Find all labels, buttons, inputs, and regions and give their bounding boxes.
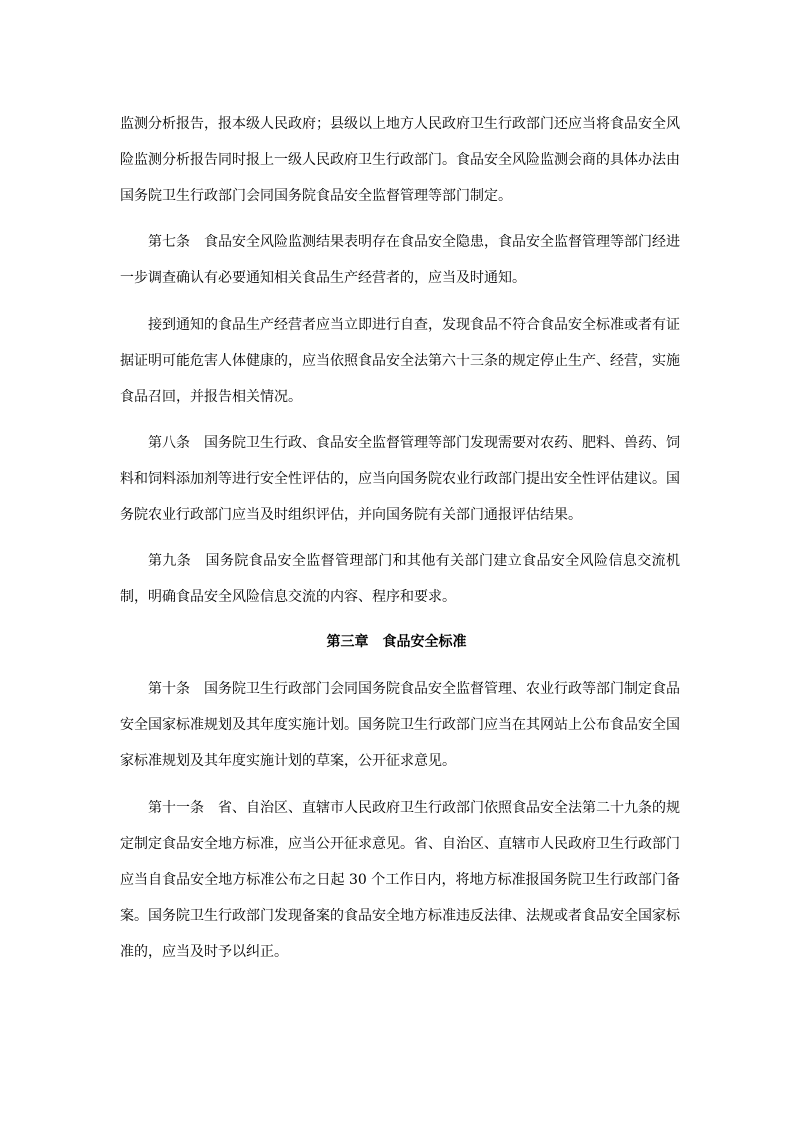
article-8-line: 务院农业行政部门应当及时组织评估，并向国务院有关部门通报评估结果。 — [120, 507, 582, 523]
article-11-line: 第十一条 省、自治区、直辖市人民政府卫生行政部门依照食品安全法第二十九条的规 — [148, 800, 680, 816]
article-9-line: 第九条 国务院食品安全监督管理部门和其他有关部门建立食品安全风险信息交流机 — [148, 553, 680, 569]
paragraph-line: 国务院卫生行政部门会同国务院食品安全监督管理等部门制定。 — [120, 188, 512, 204]
article-7-p2-line: 据证明可能危害人体健康的，应当依照食品安全法第六十三条的规定停止生产、经营，实施 — [120, 353, 680, 369]
article-9-line: 制，明确食品安全风险信息交流的内容、程序和要求。 — [120, 589, 456, 605]
article-11-line: 案。国务院卫生行政部门发现备案的食品安全地方标准违反法律、法规或者食品安全国家标 — [120, 908, 680, 924]
article-7-line: 一步调查确认有必要通知相关食品生产经营者的，应当及时通知。 — [120, 270, 526, 286]
article-8-line: 第八条 国务院卫生行政、食品安全监督管理等部门发现需要对农药、肥料、兽药、饲 — [148, 435, 680, 451]
article-11-line: 定制定食品安全地方标准，应当公开征求意见。省、自治区、直辖市人民政府卫生行政部门 — [120, 836, 680, 852]
paragraph-line: 险监测分析报告同时报上一级人民政府卫生行政部门。食品安全风险监测会商的具体办法由 — [120, 152, 680, 168]
chapter-heading: 第三章 食品安全标准 — [326, 634, 467, 650]
article-10-line: 第十条 国务院卫生行政部门会同国务院食品安全监督管理、农业行政等部门制定食品 — [148, 681, 680, 697]
article-11-line: 应当自食品安全地方标准公布之日起 30 个工作日内，将地方标准报国务院卫生行政部门备 — [120, 872, 680, 888]
article-10-line: 家标准规划及其年度实施计划的草案，公开征求意见。 — [120, 753, 456, 769]
paragraph-line: 监测分析报告，报本级人民政府；县级以上地方人民政府卫生行政部门还应当将食品安全风 — [120, 116, 680, 132]
article-10-line: 安全国家标准规划及其年度实施计划。国务院卫生行政部门应当在其网站上公布食品安全国 — [120, 717, 680, 733]
article-7-line: 第七条 食品安全风险监测结果表明存在食品安全隐患，食品安全监督管理等部门经进 — [148, 234, 680, 250]
article-7-p2-line: 接到通知的食品生产经营者应当立即进行自查，发现食品不符合食品安全标准或者有证 — [148, 317, 680, 333]
article-8-line: 料和饲料添加剂等进行安全性评估的，应当向国务院农业行政部门提出安全性评估建议。国 — [120, 471, 680, 487]
article-11-line: 准的，应当及时予以纠正。 — [120, 944, 288, 960]
article-7-p2-line: 食品召回，并报告相关情况。 — [120, 389, 302, 405]
